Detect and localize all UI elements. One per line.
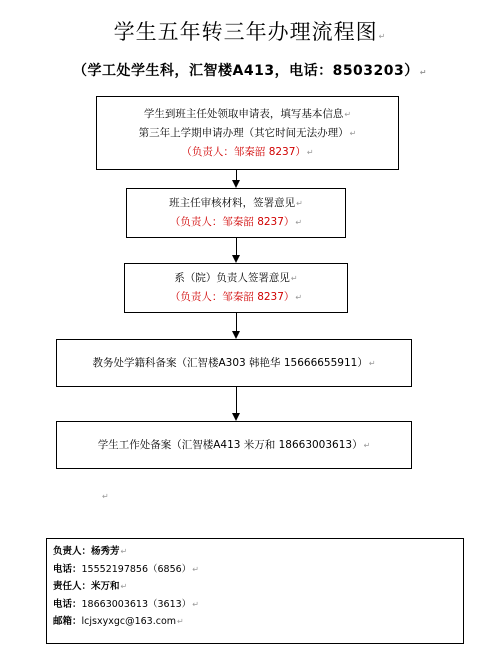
step-1-text-line1: 学生到班主任处领取申请表，填写基本信息 — [143, 107, 344, 120]
contact-row-2: 电话：15552197856（6856）↵ — [53, 563, 199, 575]
page-title: 学生五年转三年办理流程图↵ — [113, 20, 387, 44]
step-2-text: 班主任审核材料，签署意见 — [169, 197, 296, 209]
contact-row-3: 责任人：米万和↵ — [53, 581, 128, 592]
step-4-text: 教务处学籍科备案（汇智楼A303 韩艳华 15666655911） — [92, 356, 368, 369]
step-5-text: 学生工作处备案（汇智楼A413 米万和 18663003613） — [97, 438, 363, 451]
arrow-2-line — [236, 238, 237, 256]
step-3-text: 系（院）负责人签署意见 — [174, 272, 290, 284]
contact-info-box — [46, 538, 464, 644]
step-5-box: 学生工作处备案（汇智楼A413 米万和 18663003613）↵ — [56, 421, 412, 469]
paragraph-mark: ↵ — [102, 492, 109, 501]
arrow-4-head — [232, 413, 240, 421]
arrow-4-line — [236, 387, 237, 414]
contact-row-4: 电话：18663003613（3613）↵ — [53, 598, 199, 610]
contact-row-5: 邮箱：lcjsxyxgc@163.com↵ — [53, 616, 184, 627]
step-4-box: 教务处学籍科备案（汇智楼A303 韩艳华 15666655911）↵ — [56, 339, 412, 387]
step-2-responsible: （负责人：邹秦韶 8237） — [169, 216, 295, 228]
arrow-1-head — [232, 180, 240, 188]
arrow-2-head — [232, 255, 240, 263]
step-1-box: 学生到班主任处领取申请表，填写基本信息↵ 第三年上学期申请办理（其它时间无法办理）↵ （负责人：邹秦韶 8237）↵ — [96, 96, 399, 170]
step-3-responsible: （负责人：邹秦韶 8237） — [169, 291, 295, 303]
arrow-3-line — [236, 313, 237, 332]
step-1-text-line2: 第三年上学期申请办理（其它时间无法办理） — [138, 126, 349, 139]
arrow-3-head — [232, 331, 240, 339]
contact-row-1: 负责人：杨秀芳↵ — [53, 546, 128, 557]
page-subtitle: （学工处学生科，汇智楼A413，电话：8503203）↵ — [73, 63, 427, 79]
step-3-box: 系（院）负责人签署意见↵ （负责人：邹秦韶 8237）↵ — [124, 263, 348, 313]
email-address: lcjsxyxgc@163.com — [81, 616, 177, 627]
step-2-box: 班主任审核材料，签署意见↵ （负责人：邹秦韶 8237）↵ — [126, 188, 346, 238]
step-1-responsible: （负责人：邹秦韶 8237） — [181, 145, 306, 158]
